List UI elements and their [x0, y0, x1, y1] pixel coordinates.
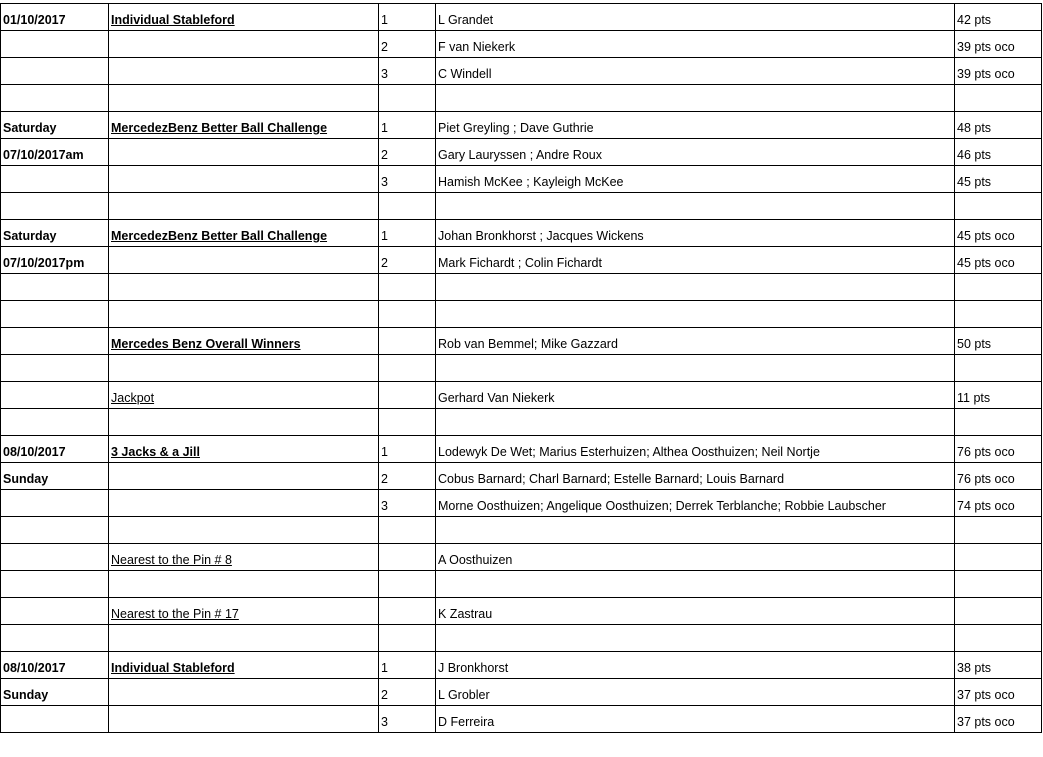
date-cell[interactable]: 08/10/2017: [1, 652, 109, 679]
names-cell[interactable]: Johan Bronkhorst ; Jacques Wickens: [436, 220, 955, 247]
names-cell[interactable]: F van Niekerk: [436, 31, 955, 58]
names-cell[interactable]: [436, 301, 955, 328]
names-cell[interactable]: [436, 517, 955, 544]
date-cell[interactable]: [1, 355, 109, 382]
event-cell[interactable]: [109, 85, 379, 112]
table-row: [1, 4, 1042, 31]
table-row: [1, 490, 1042, 517]
date-cell[interactable]: 01/10/2017: [1, 4, 109, 31]
position-cell[interactable]: 2: [379, 139, 436, 166]
date-cell[interactable]: [1, 598, 109, 625]
position-cell[interactable]: 2: [379, 679, 436, 706]
date-cell[interactable]: [1, 274, 109, 301]
score-cell[interactable]: [955, 193, 1042, 220]
event-cell-text: Individual Stableford: [111, 661, 235, 675]
event-cell[interactable]: [109, 58, 379, 85]
score-cell[interactable]: 74 pts oco: [955, 490, 1042, 517]
score-cell[interactable]: 46 pts: [955, 139, 1042, 166]
date-cell[interactable]: Saturday: [1, 112, 109, 139]
position-cell[interactable]: [379, 274, 436, 301]
score-cell[interactable]: [955, 301, 1042, 328]
table-row: [1, 274, 1042, 301]
date-cell[interactable]: [1, 409, 109, 436]
event-cell-text: 3 Jacks & a Jill: [111, 445, 200, 459]
position-cell[interactable]: [379, 598, 436, 625]
date-cell[interactable]: [1, 166, 109, 193]
position-cell[interactable]: 1: [379, 436, 436, 463]
table-row: [1, 301, 1042, 328]
event-cell[interactable]: [109, 166, 379, 193]
table-row: [1, 31, 1042, 58]
results-table: [0, 3, 1042, 733]
position-cell[interactable]: [379, 409, 436, 436]
event-cell[interactable]: [109, 193, 379, 220]
table-row: [1, 382, 1042, 409]
score-cell[interactable]: [955, 274, 1042, 301]
event-cell[interactable]: [109, 544, 379, 571]
names-cell[interactable]: Mark Fichardt ; Colin Fichardt: [436, 247, 955, 274]
names-cell[interactable]: Gerhard Van Niekerk: [436, 382, 955, 409]
score-cell[interactable]: [955, 625, 1042, 652]
event-cell-text: Jackpot: [111, 391, 155, 405]
names-cell[interactable]: J Bronkhorst: [436, 652, 955, 679]
table-row: [1, 517, 1042, 544]
position-cell[interactable]: [379, 355, 436, 382]
event-cell[interactable]: [109, 463, 379, 490]
names-cell[interactable]: L Grandet: [436, 4, 955, 31]
position-cell[interactable]: 1: [379, 112, 436, 139]
table-row: [1, 355, 1042, 382]
position-cell[interactable]: [379, 85, 436, 112]
names-cell[interactable]: [436, 355, 955, 382]
position-cell[interactable]: 2: [379, 247, 436, 274]
date-cell[interactable]: 08/10/2017: [1, 436, 109, 463]
date-cell[interactable]: 07/10/2017pm: [1, 247, 109, 274]
position-cell[interactable]: 2: [379, 463, 436, 490]
position-cell[interactable]: [379, 544, 436, 571]
event-cell-text: Nearest to the Pin # 8: [111, 553, 232, 567]
event-cell[interactable]: [109, 247, 379, 274]
table-row: [1, 220, 1042, 247]
event-cell[interactable]: [109, 4, 379, 31]
table-row: [1, 166, 1042, 193]
score-cell[interactable]: 39 pts oco: [955, 31, 1042, 58]
position-cell[interactable]: 3: [379, 490, 436, 517]
date-cell[interactable]: [1, 490, 109, 517]
event-cell[interactable]: [109, 328, 379, 355]
score-cell[interactable]: 50 pts: [955, 328, 1042, 355]
event-cell[interactable]: [109, 490, 379, 517]
event-cell[interactable]: [109, 598, 379, 625]
names-cell[interactable]: K Zastrau: [436, 598, 955, 625]
date-cell[interactable]: Sunday: [1, 463, 109, 490]
event-cell[interactable]: [109, 517, 379, 544]
score-cell[interactable]: 76 pts oco: [955, 463, 1042, 490]
event-cell[interactable]: [109, 409, 379, 436]
position-cell[interactable]: [379, 571, 436, 598]
score-cell[interactable]: 37 pts oco: [955, 706, 1042, 733]
score-cell[interactable]: 45 pts oco: [955, 220, 1042, 247]
position-cell[interactable]: [379, 517, 436, 544]
score-cell[interactable]: 11 pts: [955, 382, 1042, 409]
names-cell[interactable]: A Oosthuizen: [436, 544, 955, 571]
names-cell[interactable]: Piet Greyling ; Dave Guthrie: [436, 112, 955, 139]
date-cell[interactable]: [1, 193, 109, 220]
position-cell[interactable]: 1: [379, 4, 436, 31]
event-cell[interactable]: [109, 679, 379, 706]
event-cell[interactable]: [109, 274, 379, 301]
table-row: [1, 706, 1042, 733]
position-cell[interactable]: 3: [379, 166, 436, 193]
event-cell[interactable]: [109, 301, 379, 328]
date-cell[interactable]: [1, 31, 109, 58]
event-cell-text: MercedezBenz Better Ball Challenge: [111, 229, 328, 243]
names-cell[interactable]: L Grobler: [436, 679, 955, 706]
date-cell[interactable]: [1, 58, 109, 85]
score-cell[interactable]: [955, 517, 1042, 544]
score-cell[interactable]: 42 pts: [955, 4, 1042, 31]
score-cell[interactable]: [955, 544, 1042, 571]
table-row: [1, 625, 1042, 652]
score-cell[interactable]: [955, 571, 1042, 598]
position-cell[interactable]: [379, 382, 436, 409]
names-cell[interactable]: Cobus Barnard; Charl Barnard; Estelle Barnard; Louis Barnard: [436, 463, 955, 490]
position-cell[interactable]: 3: [379, 58, 436, 85]
names-cell[interactable]: [436, 625, 955, 652]
score-cell[interactable]: 39 pts oco: [955, 58, 1042, 85]
table-row: [1, 463, 1042, 490]
event-cell[interactable]: [109, 112, 379, 139]
event-cell[interactable]: [109, 355, 379, 382]
position-cell[interactable]: 1: [379, 220, 436, 247]
table-row: [1, 328, 1042, 355]
names-cell[interactable]: [436, 85, 955, 112]
names-cell[interactable]: [436, 571, 955, 598]
table-row: [1, 139, 1042, 166]
date-cell[interactable]: [1, 571, 109, 598]
names-cell[interactable]: [436, 193, 955, 220]
table-row: [1, 247, 1042, 274]
score-cell[interactable]: [955, 598, 1042, 625]
table-row: [1, 58, 1042, 85]
event-cell[interactable]: [109, 436, 379, 463]
table-row: [1, 112, 1042, 139]
table-row: [1, 544, 1042, 571]
date-cell[interactable]: Sunday: [1, 679, 109, 706]
results-table-body: [1, 4, 1042, 733]
names-cell[interactable]: Hamish McKee ; Kayleigh McKee: [436, 166, 955, 193]
event-cell-text: Individual Stableford: [111, 13, 235, 27]
event-cell-text: MercedezBenz Better Ball Challenge: [111, 121, 328, 135]
position-cell[interactable]: [379, 625, 436, 652]
names-cell[interactable]: [436, 274, 955, 301]
table-row: [1, 652, 1042, 679]
position-cell[interactable]: 3: [379, 706, 436, 733]
position-cell[interactable]: [379, 328, 436, 355]
names-cell[interactable]: Gary Lauryssen ; Andre Roux: [436, 139, 955, 166]
names-cell[interactable]: Lodewyk De Wet; Marius Esterhuizen; Althea Oosthuizen; Neil Nortje: [436, 436, 955, 463]
table-row: [1, 193, 1042, 220]
event-cell[interactable]: [109, 382, 379, 409]
event-cell-text: Nearest to the Pin # 17: [111, 607, 239, 621]
event-cell[interactable]: [109, 31, 379, 58]
score-cell[interactable]: 37 pts oco: [955, 679, 1042, 706]
event-cell[interactable]: [109, 571, 379, 598]
date-cell[interactable]: [1, 544, 109, 571]
names-cell[interactable]: [436, 409, 955, 436]
table-row: [1, 679, 1042, 706]
date-cell[interactable]: [1, 625, 109, 652]
table-row: [1, 571, 1042, 598]
position-cell[interactable]: 2: [379, 31, 436, 58]
score-cell[interactable]: 38 pts: [955, 652, 1042, 679]
score-cell[interactable]: [955, 409, 1042, 436]
table-row: [1, 409, 1042, 436]
event-cell[interactable]: [109, 220, 379, 247]
names-cell[interactable]: Morne Oosthuizen; Angelique Oosthuizen; Derrek Terblanche; Robbie Laubscher: [436, 490, 955, 517]
names-cell[interactable]: D Ferreira: [436, 706, 955, 733]
score-cell[interactable]: [955, 355, 1042, 382]
score-cell[interactable]: 76 pts oco: [955, 436, 1042, 463]
score-cell[interactable]: [955, 85, 1042, 112]
event-cell[interactable]: [109, 652, 379, 679]
table-row: [1, 598, 1042, 625]
date-cell[interactable]: [1, 517, 109, 544]
position-cell[interactable]: [379, 301, 436, 328]
date-cell[interactable]: [1, 85, 109, 112]
date-cell[interactable]: Saturday: [1, 220, 109, 247]
table-row: [1, 85, 1042, 112]
position-cell[interactable]: 1: [379, 652, 436, 679]
date-cell[interactable]: [1, 382, 109, 409]
table-row: [1, 436, 1042, 463]
names-cell[interactable]: Rob van Bemmel; Mike Gazzard: [436, 328, 955, 355]
score-cell[interactable]: 45 pts oco: [955, 247, 1042, 274]
event-cell[interactable]: [109, 139, 379, 166]
score-cell[interactable]: 48 pts: [955, 112, 1042, 139]
event-cell[interactable]: [109, 706, 379, 733]
date-cell[interactable]: 07/10/2017am: [1, 139, 109, 166]
event-cell-text: Mercedes Benz Overall Winners: [111, 337, 301, 351]
event-cell[interactable]: [109, 625, 379, 652]
date-cell[interactable]: [1, 706, 109, 733]
date-cell[interactable]: [1, 328, 109, 355]
position-cell[interactable]: [379, 193, 436, 220]
score-cell[interactable]: 45 pts: [955, 166, 1042, 193]
date-cell[interactable]: [1, 301, 109, 328]
names-cell[interactable]: C Windell: [436, 58, 955, 85]
